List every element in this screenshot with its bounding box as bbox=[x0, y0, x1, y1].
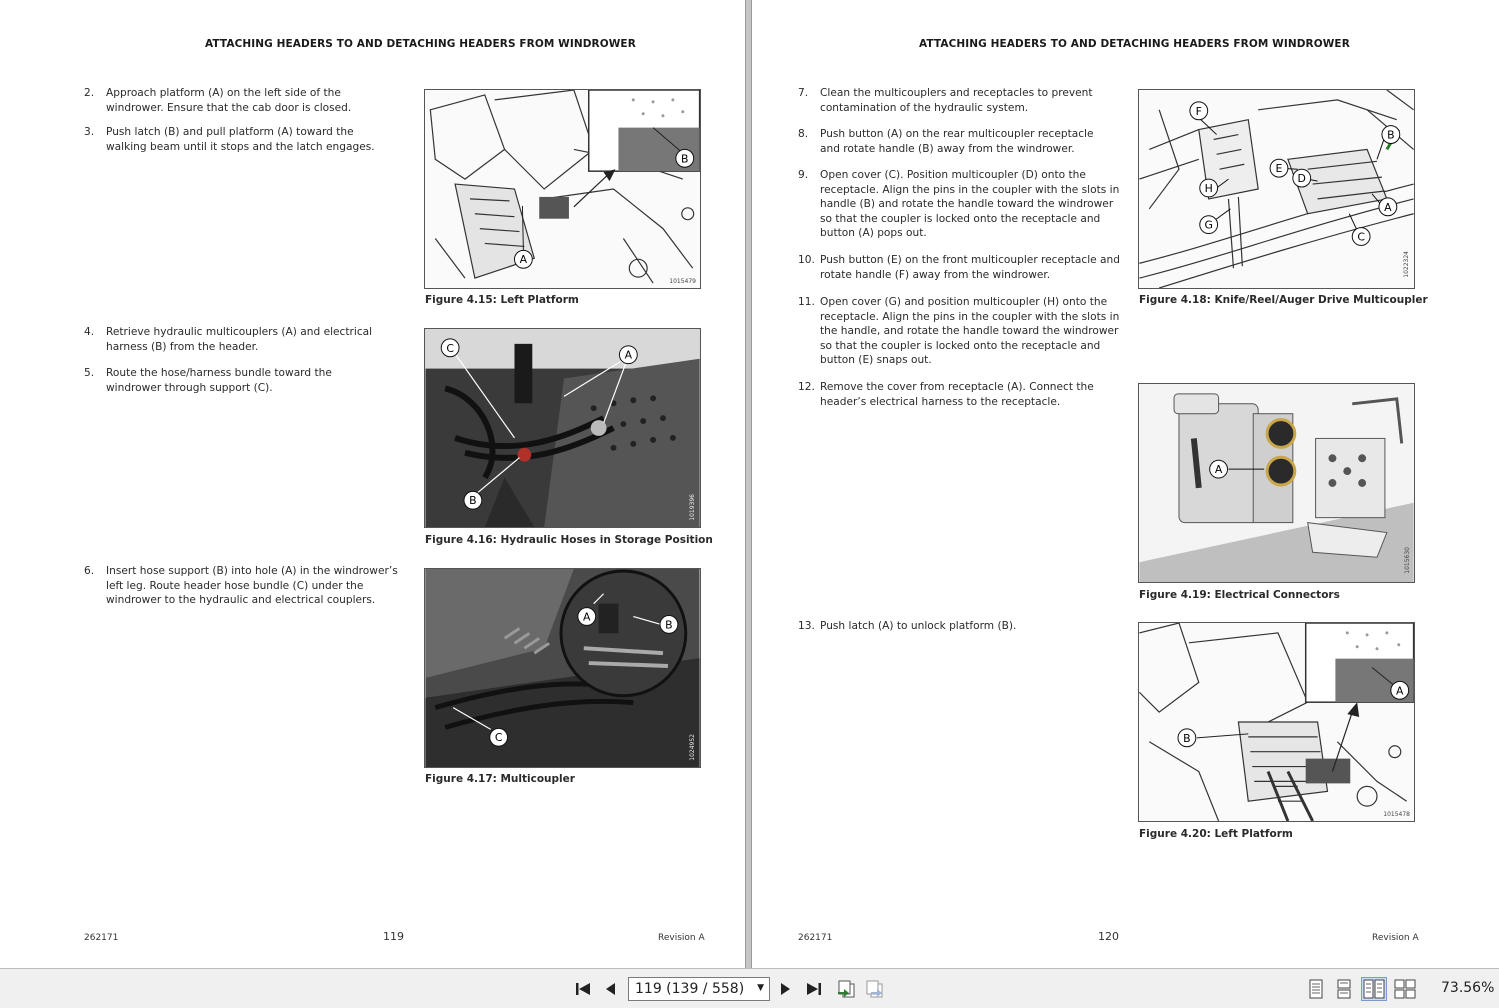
continuous-view-button[interactable] bbox=[1333, 977, 1355, 1001]
figure-4-15-caption: Figure 4.15: Left Platform bbox=[425, 294, 579, 306]
svg-text:B: B bbox=[1183, 731, 1191, 745]
page-number-input[interactable]: 119 (139 / 558) ▼ bbox=[628, 977, 770, 1001]
first-page-icon bbox=[574, 980, 592, 998]
figure-id-code: 1024952 bbox=[689, 734, 696, 761]
next-page-button[interactable] bbox=[776, 977, 796, 1001]
left-page bbox=[0, 0, 745, 966]
left-page-header: ATTACHING HEADERS TO AND DETACHING HEADERS FROM WINDROWER bbox=[205, 38, 636, 50]
step-9: 9. Open cover (C). Position multicoupler (D) onto the receptacle. Align the pins in the coupler with the slots in handle (B) and rotate the handle toward the windrower so that the coupler is locked onto the receptacle and button (A) pops out. bbox=[798, 169, 1120, 240]
right-footer-revision: Revision A bbox=[1372, 933, 1419, 943]
right-page bbox=[752, 0, 1499, 966]
figure-4-18-multicoupler bbox=[1138, 89, 1415, 289]
step-5: 5. Route the hose/harness bundle toward the windrower through support (C). bbox=[84, 367, 332, 394]
step-4: 4. Retrieve hydraulic multicouplers (A) and electrical harness (B) from the header. bbox=[84, 326, 373, 353]
multicoupler-photo bbox=[425, 569, 700, 767]
continuous-page-icon bbox=[1336, 979, 1352, 999]
step-3: 3. Push latch (B) and pull platform (A) toward the walking beam until it stops and the latch engages. bbox=[84, 126, 375, 153]
page-divider bbox=[745, 0, 752, 968]
electrical-connectors-render bbox=[1139, 384, 1414, 582]
figure-4-18-caption: Figure 4.18: Knife/Reel/Auger Drive Multicoupler bbox=[1139, 294, 1428, 306]
svg-text:G: G bbox=[1204, 218, 1213, 232]
svg-text:E: E bbox=[1275, 162, 1283, 176]
viewer-toolbar bbox=[0, 968, 1499, 1008]
step-12: 12. Remove the cover from receptacle (A). Connect the header’s electrical harness to the receptacle. bbox=[798, 381, 1094, 408]
next-page-icon bbox=[779, 980, 793, 998]
go-back-view-button[interactable] bbox=[834, 977, 858, 1001]
first-page-button[interactable] bbox=[572, 977, 594, 1001]
step-7: 7. Clean the multicouplers and receptacles to prevent contamination of the hydraulic system. bbox=[798, 87, 1093, 114]
page-dropdown-icon[interactable]: ▼ bbox=[757, 983, 764, 993]
previous-page-icon bbox=[603, 980, 617, 998]
last-page-icon bbox=[805, 980, 823, 998]
facing-continuous-icon bbox=[1394, 979, 1416, 999]
svg-text:A: A bbox=[624, 348, 633, 362]
figure-id-code: 1015478 bbox=[1383, 811, 1410, 818]
svg-text:A: A bbox=[1396, 684, 1404, 698]
svg-text:H: H bbox=[1204, 181, 1213, 195]
right-page-header: ATTACHING HEADERS TO AND DETACHING HEADERS FROM WINDROWER bbox=[919, 38, 1350, 50]
back-view-icon bbox=[835, 978, 857, 1000]
step-11: 11. Open cover (G) and position multicoupler (H) onto the receptacle. Align the pins in the coupler with the slots in the handle, and rotate the handle toward the windrower so that the coupler is locked onto the receptacle and button (E) snaps out. bbox=[798, 296, 1120, 367]
previous-page-button[interactable] bbox=[600, 977, 620, 1001]
svg-text:C: C bbox=[494, 731, 503, 745]
forward-view-icon bbox=[863, 978, 885, 1000]
svg-text:B: B bbox=[1387, 128, 1395, 142]
step-10: 10. Push button (E) on the front multicoupler receptacle and rotate handle (F) away from the windrower. bbox=[798, 254, 1120, 281]
single-page-view-button[interactable] bbox=[1305, 977, 1327, 1001]
figure-4-16-caption: Figure 4.16: Hydraulic Hoses in Storage Position bbox=[425, 534, 713, 546]
facing-pages-view-button[interactable] bbox=[1361, 977, 1387, 1001]
svg-text:C: C bbox=[446, 341, 454, 355]
figure-4-19-electrical-connectors bbox=[1138, 383, 1415, 583]
figure-4-15-left-platform bbox=[424, 89, 701, 289]
svg-text:F: F bbox=[1195, 104, 1202, 118]
left-platform-illustration-2 bbox=[1139, 623, 1414, 821]
left-footer-revision: Revision A bbox=[658, 933, 705, 943]
facing-pages-icon bbox=[1363, 979, 1385, 999]
figure-4-19-caption: Figure 4.19: Electrical Connectors bbox=[1139, 589, 1340, 601]
figure-4-20-left-platform bbox=[1138, 622, 1415, 822]
figure-4-17-caption: Figure 4.17: Multicoupler bbox=[425, 773, 575, 785]
step-8: 8. Push button (A) on the rear multicoupler receptacle and rotate handle (B) away from the windrower. bbox=[798, 128, 1094, 155]
svg-text:B: B bbox=[469, 494, 477, 508]
left-platform-illustration bbox=[425, 90, 700, 288]
step-2: 2. Approach platform (A) on the left side of the windrower. Ensure that the cab door is closed. bbox=[84, 87, 352, 114]
figure-id-code: 1015630 bbox=[1404, 547, 1411, 574]
left-footer-doc-number: 262171 bbox=[84, 933, 119, 943]
figure-id-code: 1022324 bbox=[1403, 251, 1410, 278]
svg-text:A: A bbox=[583, 610, 591, 624]
left-page-number: 119 bbox=[383, 930, 404, 943]
svg-text:B: B bbox=[665, 618, 673, 632]
figure-4-16-hydraulic-hoses bbox=[424, 328, 701, 528]
svg-text:B: B bbox=[681, 152, 689, 166]
single-page-icon bbox=[1308, 979, 1324, 999]
drive-multicoupler-illustration bbox=[1139, 90, 1414, 288]
step-6: 6. Insert hose support (B) into hole (A) in the windrower’s left leg. Route header hose bundle (C) under the windrower to the hydraulic and electrical couplers. bbox=[84, 565, 398, 607]
hydraulic-hoses-photo bbox=[425, 329, 700, 527]
figure-4-20-caption: Figure 4.20: Left Platform bbox=[1139, 828, 1293, 840]
step-13: 13. Push latch (A) to unlock platform (B). bbox=[798, 620, 1017, 632]
zoom-level[interactable]: 73.56% bbox=[1441, 980, 1495, 996]
go-forward-view-button[interactable] bbox=[862, 977, 886, 1001]
last-page-button[interactable] bbox=[803, 977, 825, 1001]
svg-text:A: A bbox=[519, 253, 528, 267]
figure-id-code: 1015479 bbox=[669, 278, 696, 285]
figure-id-code: 1019396 bbox=[689, 494, 696, 521]
svg-text:D: D bbox=[1297, 172, 1306, 186]
svg-text:A: A bbox=[1384, 200, 1392, 214]
right-footer-doc-number: 262171 bbox=[798, 933, 833, 943]
figure-4-17-multicoupler bbox=[424, 568, 701, 768]
svg-text:A: A bbox=[1214, 463, 1223, 477]
right-page-number: 120 bbox=[1098, 930, 1119, 943]
svg-text:C: C bbox=[1357, 230, 1365, 244]
facing-continuous-view-button[interactable] bbox=[1393, 977, 1417, 1001]
